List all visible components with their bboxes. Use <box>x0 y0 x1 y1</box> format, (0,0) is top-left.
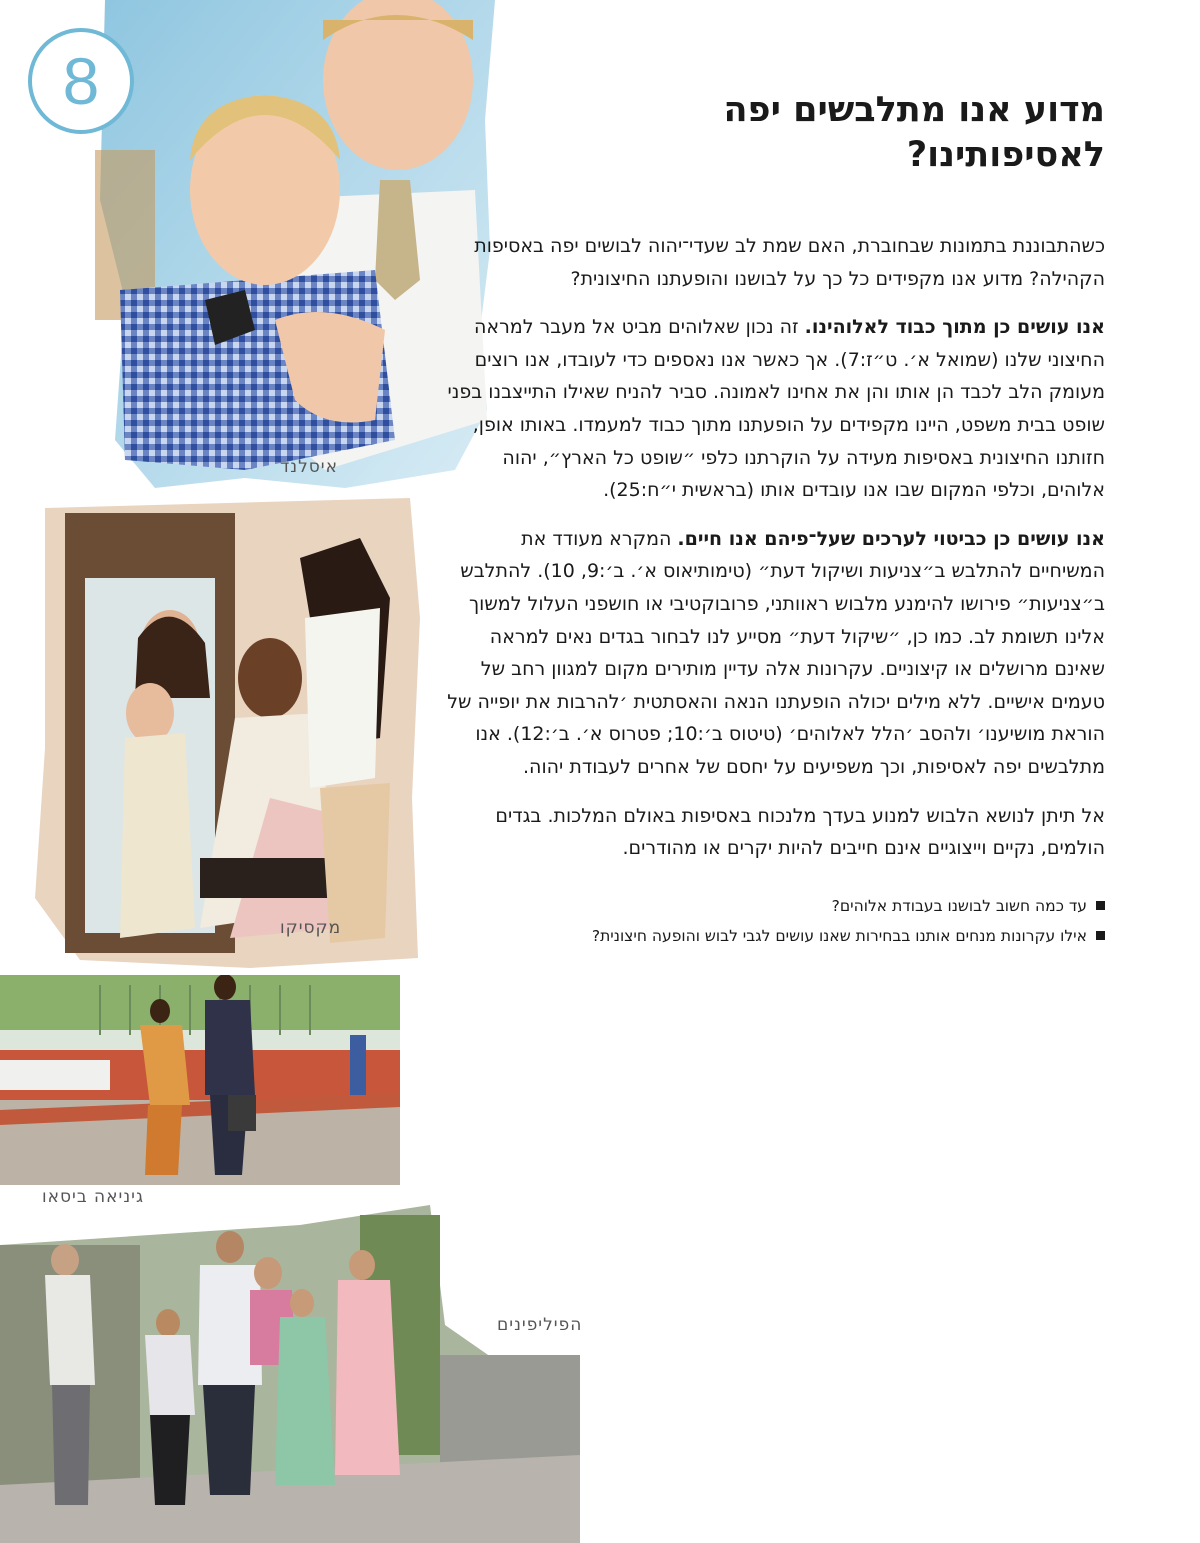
caption-iceland: איסלנד <box>280 457 338 477</box>
section-values-text: המקרא מעודד את המשיחיים להתלבש ב״צניעות ושיקול דעת״ (טימותיאוס א׳. ב׳:9, 10). להתלבש ב״צניעות״ פירושו להימנע מלבוש ראוותני, פרובוקטיבי או חושפני העלול למשוך אלינו תשומת לב. כמו כן, ״שיקול דעת״ מסייע לנו לבחור בגדים נאים למראה שאינם מרושלים או קיצוניים. עקרונות אלה עדיין מותירים מקום למגוון רחב של טעמים אישיים. ללא מילים יכולה הופעתנו הנאה והאסתטית ׳להרבות את יופייה של הוראת מושיענו׳ ולהסב ׳הלל לאלוהים׳ (טיטוס ב׳:10; פטרוס א׳. ב׳:12). אנו מתלבשים יפה לאסיפות, וכך משפיעים על יחסם של אחרים לעבודת יהוה. <box>447 527 1105 778</box>
section-values-heading: אנו עושים כן כביטוי לערכים שעל־פיהם אנו חיים. <box>677 527 1105 550</box>
section-respect-heading: אנו עושים כן מתוך כבוד לאלוהינו. <box>804 316 1105 339</box>
section-values <box>440 523 1105 784</box>
caption-mexico: מקסיקו <box>280 918 342 938</box>
section-respect <box>440 311 1105 507</box>
photo-guinea-bissau <box>0 975 400 1185</box>
review-questions <box>440 891 1105 951</box>
closing-paragraph: אל תיתן לנושא הלבוש למנוע בעדך מלנכוח באסיפות באולם המלכות. בגדים הולמים, נקיים וייצוגיים אינם חייבים להיות יקרים או מהודרים. <box>495 804 1105 860</box>
lesson-number-badge: 8 <box>28 28 134 134</box>
question-item <box>440 921 1105 951</box>
photo-mexico <box>20 498 420 968</box>
photo-iceland <box>95 0 495 492</box>
square-bullet-icon <box>1096 901 1105 910</box>
page-title: מדוע אנו מתלבשים יפה לאסיפותינו? <box>723 90 1105 175</box>
photo-philippines <box>0 1205 583 1543</box>
section-respect-text: זה נכון שאלוהים מביט אל מעבר למראה החיצוני שלנו (שמואל א׳. ט״ז:7). אך כאשר אנו נאספים כדי לעובדו, אנו רוצים מעומק הלב לכבד הן אותו והן את אחינו לאמונה. סביר להניח שאילו התייצבנו בפני שופט בבית משפט, היינו מקפידים על הופעתנו מתוך כבוד למעמדו. באותו אופן, חזותנו החיצונית באסיפות מעידה על הוקרתנו כלפי ״שופט כל הארץ״, יהוה אלוהים, וכלפי המקום שבו אנו עובדים אותו (בראשית י״ח:25). <box>447 316 1105 502</box>
question-item <box>440 891 1105 921</box>
question-text: עד כמה חשוב לבושנו בעבודת אלוהים? <box>831 896 1087 915</box>
square-bullet-icon <box>1096 931 1105 940</box>
caption-philippines: הפיליפינים <box>497 1315 583 1335</box>
intro-paragraph: כשהתבוננת בתמונות שבחוברת, האם שמת לב שעדי־יהוה לבושים יפה באסיפות הקהילה? מדוע אנו מקפידים כל כך על לבושנו והופעתנו החיצונית? <box>474 235 1105 290</box>
caption-guinea-bissau: גיניאה ביסאו <box>42 1187 144 1207</box>
article <box>440 88 1105 951</box>
question-text: אילו עקרונות מנחים אותנו בבחירות שאנו עושים לגבי לבוש והופעה חיצונית? <box>591 926 1087 945</box>
